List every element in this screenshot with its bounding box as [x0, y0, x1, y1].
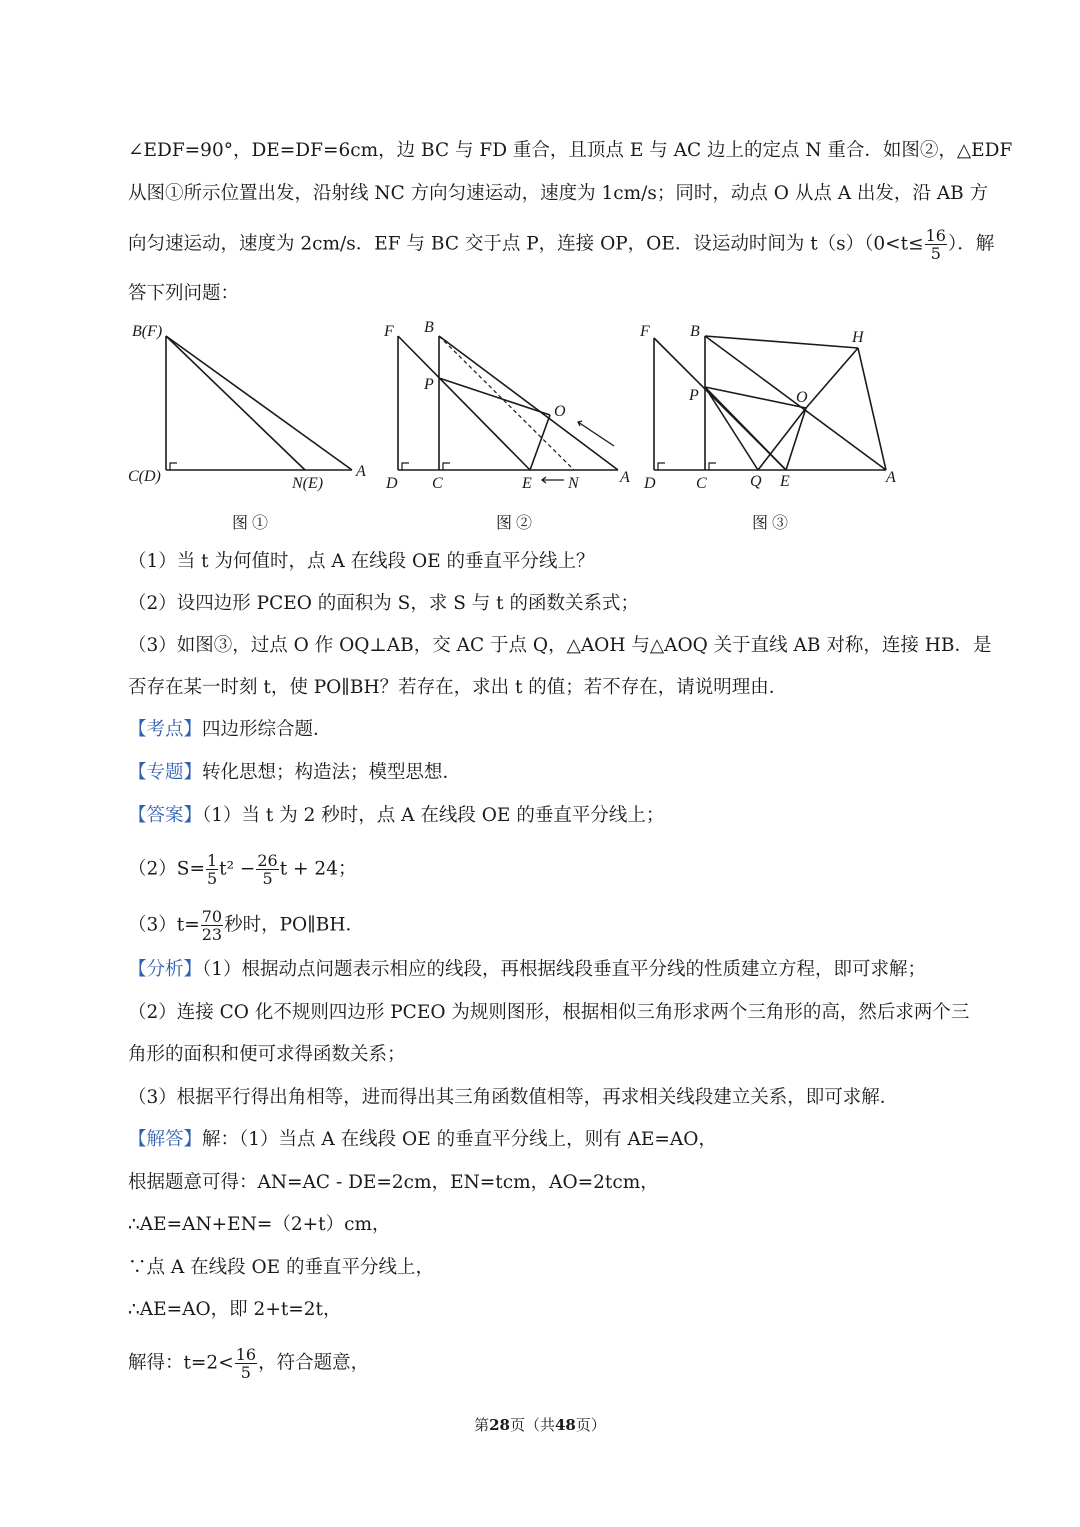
fig1-label-n: N(E) [292, 475, 324, 492]
fig2-label-c: C [432, 475, 443, 492]
answer-tag: 【答案】 [128, 805, 203, 826]
answer-1-text: （1）当 t 为 2 秒时，点 A 在线段 OE 的垂直平分线上； [202, 805, 665, 826]
fig3-label-q: Q [750, 473, 762, 490]
fig3-segment-ho [806, 348, 858, 408]
analysis-1-text: （1）根据动点问题表示相应的线段，再根据线段垂直平分线的性质建立方程，即可求解； [202, 959, 927, 980]
intro-line-3-text: 向匀速运动，速度为 2cm/s．EF 与 BC 交于点 P，连接 OP，OE．设运动时间为 t（s）（0<t≤ [128, 233, 924, 255]
fraction-26-5 [256, 852, 278, 887]
fig3-segment-pe [705, 387, 786, 470]
fig1-side-ab [166, 336, 352, 470]
fig3-label-c: C [696, 475, 707, 492]
kaodian-line [128, 716, 978, 744]
analysis-tag: 【分析】 [128, 959, 203, 980]
fig2-side-ba [439, 336, 618, 470]
fraction-numerator: 16 [235, 1345, 257, 1364]
fig3-right-angle-mark-d [658, 463, 665, 470]
fraction-denominator: 23 [201, 925, 223, 944]
question-1: （1）当 t 为何值时，点 A 在线段 OE 的垂直平分线上？ [128, 551, 595, 572]
solution-line-5: ∴AE=AO，即 2+t=2t， [128, 1299, 342, 1320]
fig3-label-b: B [690, 323, 700, 340]
fig1-side-fe [166, 336, 305, 470]
fraction-numerator: 1 [206, 851, 218, 870]
fig3-label-f: F [640, 323, 650, 340]
question-2: （2）设四边形 PCEO 的面积为 S，求 S 与 t 的函数关系式； [128, 593, 639, 614]
footer-page-number: 28 [489, 1416, 510, 1434]
footer-suffix: 页） [575, 1416, 606, 1434]
question-3-line-2: 否存在某一时刻 t，使 PO∥BH？若存在，求出 t 的值；若不存在，请说明理由． [128, 677, 788, 698]
fig2-label-a: A [620, 469, 630, 486]
kaodian-text: 四边形综合题． [202, 719, 332, 740]
fig3-label-p: P [689, 387, 699, 404]
figure-2-caption: 图 ② [495, 515, 533, 532]
figure-2-diagram [378, 318, 648, 533]
answer-line-2 [128, 852, 978, 887]
footer-middle: 页（共 [509, 1416, 555, 1434]
fig2-label-f: F [384, 323, 394, 340]
fig3-label-d: D [644, 475, 656, 492]
fig2-side-fe [398, 336, 530, 470]
fig1-label-b: B(F) [132, 323, 163, 340]
fig2-label-e: E [522, 475, 532, 492]
fig3-segment-pq [705, 387, 758, 470]
solution-line-1 [128, 1126, 978, 1154]
solution-6-prefix: 解得：t=2< [128, 1352, 234, 1374]
fraction-denominator: 5 [262, 869, 273, 888]
fig2-label-o: O [554, 403, 566, 420]
fig3-label-o: O [796, 389, 808, 406]
kaodian-tag: 【考点】 [128, 719, 203, 740]
answer-2-prefix: （2）S= [128, 858, 205, 880]
answer-3-prefix: （3）t= [128, 914, 200, 936]
fig3-segment-oq [758, 408, 806, 470]
fig2-segment-oe [530, 415, 550, 470]
footer-prefix: 第 [474, 1416, 490, 1434]
solution-line-6 [128, 1346, 978, 1381]
fraction-16-5-solution [235, 1346, 257, 1381]
fig2-arrow-o [578, 422, 614, 446]
intro-line-1: ∠EDF=90°，DE=DF=6cm，边 BC 与 FD 重合，且顶点 E 与 AC 边上的定点 N 重合．如图②，△EDF [128, 140, 1013, 161]
fig2-label-b: B [424, 319, 434, 336]
figure-3 [636, 318, 916, 537]
figure-2 [378, 318, 648, 537]
fig3-segment-bh [705, 336, 858, 348]
question-3-line-1: （3）如图③，过点 O 作 OQ⊥AB，交 AC 于点 Q，△AOH 与△AOQ 关于直线 AB 对称，连接 HB．是 [128, 635, 992, 656]
page-footer [0, 1415, 1080, 1435]
fraction-numerator: 16 [925, 226, 946, 245]
fraction-70-23 [201, 908, 223, 943]
analysis-line-1 [128, 956, 978, 984]
fig2-right-angle-mark-c [443, 463, 450, 470]
figure-3-diagram [636, 318, 916, 533]
fraction-denominator: 5 [240, 1363, 251, 1382]
figure-1-diagram [120, 318, 380, 533]
answer-line-1 [128, 802, 978, 830]
solution-1-text: 解：（1）当点 A 在线段 OE 的垂直平分线上，则有 AE=AO， [202, 1129, 717, 1150]
solution-line-3: ∴AE=AN+EN=（2+t）cm， [128, 1214, 391, 1235]
fig1-label-c: C(D) [128, 468, 161, 485]
fraction-numerator: 26 [257, 851, 278, 870]
fraction-1-5 [206, 852, 218, 887]
figure-3-caption: 图 ③ [751, 515, 789, 532]
zhuanti-line [128, 759, 978, 787]
fig2-label-d: D [386, 475, 398, 492]
fig3-label-h: H [852, 329, 864, 346]
fig3-right-angle-mark-c [709, 463, 716, 470]
analysis-line-3: 角形的面积和便可求得函数关系； [128, 1044, 406, 1065]
fraction-denominator: 5 [930, 244, 941, 263]
fig3-segment-oe [786, 408, 806, 470]
solution-tag: 【解答】 [128, 1129, 203, 1150]
fig3-label-e: E [780, 473, 790, 490]
analysis-line-4: （3）根据平行得出角相等，进而得出其三角函数值相等，再求相关线段建立关系，即可求解． [128, 1087, 899, 1108]
analysis-line-2: （2）连接 CO 化不规则四边形 PCEO 为规则图形，根据相似三角形求两个三角形的高，然后求两个三 [128, 1002, 970, 1023]
intro-line-4: 答下列问题： [128, 283, 240, 304]
fig2-segment-po [439, 378, 550, 415]
fig2-label-p: P [424, 376, 434, 393]
zhuanti-tag: 【专题】 [128, 762, 203, 783]
fraction-16-5 [925, 227, 947, 262]
answer-line-3 [128, 908, 978, 943]
intro-line-3 [128, 226, 995, 263]
fig1-right-angle-mark [170, 463, 177, 470]
fig1-label-a: A [356, 463, 366, 480]
fraction-denominator: 5 [206, 869, 218, 888]
fig2-right-angle-mark-d [402, 463, 409, 470]
answer-2-suffix: t + 24； [279, 858, 357, 880]
answer-2-middle: t² − [219, 858, 256, 880]
intro-line-2: 从图①所示位置出发，沿射线 NC 方向匀速运动，速度为 1cm/s；同时，动点 O 从点 A 出发，沿 AB 方 [128, 183, 989, 204]
footer-total-pages: 48 [555, 1416, 576, 1434]
fig3-label-a: A [886, 469, 896, 486]
solution-6-suffix: ，符合题意， [258, 1352, 370, 1374]
solution-line-4: ∵点 A 在线段 OE 的垂直平分线上， [128, 1257, 435, 1278]
fraction-numerator: 70 [201, 907, 223, 926]
figure-1 [120, 318, 380, 537]
zhuanti-text: 转化思想；构造法；模型思想． [202, 762, 462, 783]
answer-3-suffix: 秒时，PO∥BH． [224, 914, 364, 936]
intro-line-3-tail: ）．解 [947, 233, 995, 255]
solution-line-2: 根据题意可得：AN=AC - DE=2cm，EN=tcm，AO=2tcm， [128, 1172, 659, 1193]
fig2-label-n: N [568, 475, 579, 492]
figure-1-caption: 图 ① [231, 515, 269, 532]
